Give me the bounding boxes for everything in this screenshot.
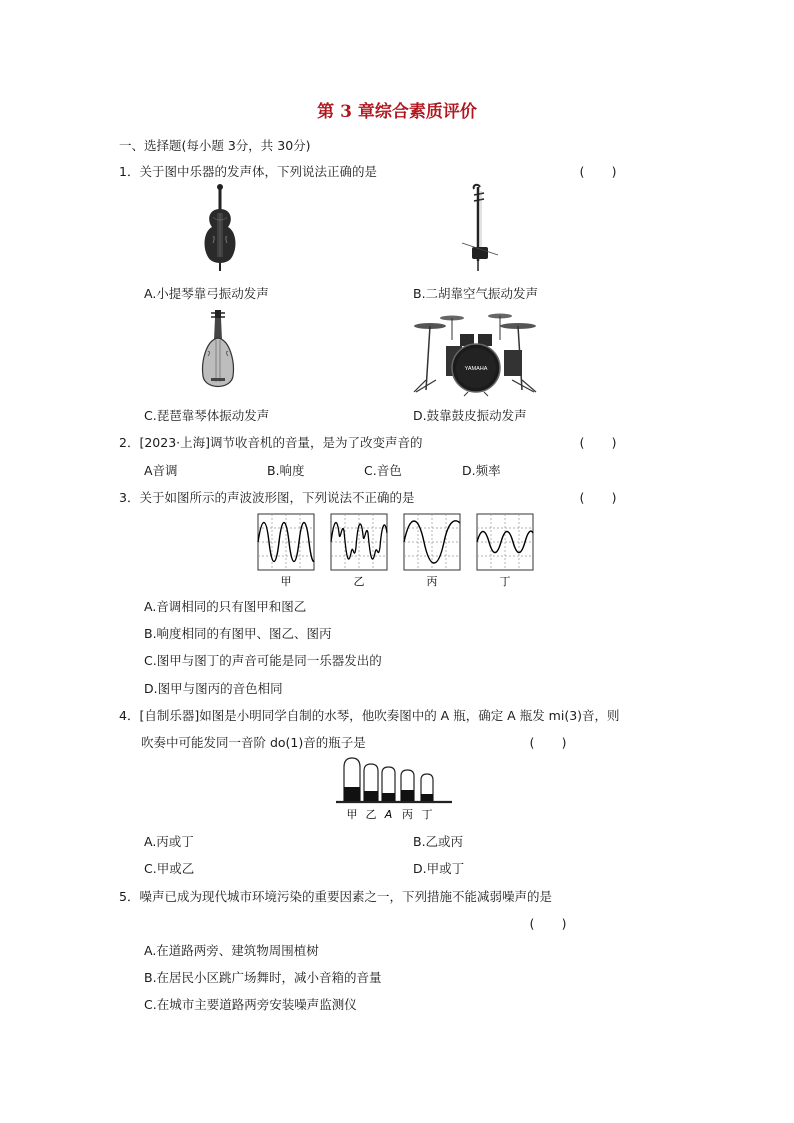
erhu-image xyxy=(460,183,504,273)
q1-stem: 1．关于图中乐器的发声体，下列说法正确的是 xyxy=(119,164,377,179)
q3-option-c: C.图甲与图丁的声音可能是同一乐器发出的 xyxy=(144,653,382,668)
q4-option-c: C.甲或乙 xyxy=(144,861,195,876)
violin-image xyxy=(198,183,242,273)
q3-stem: 3．关于如图所示的声波波形图，下列说法不正确的是 xyxy=(119,490,415,505)
waveform-label-jia: 甲 xyxy=(280,575,292,588)
drum-kit-image xyxy=(408,310,544,396)
waveform-jia xyxy=(258,514,314,588)
q4-stem-line2: 吹奏中可能发同一音阶 do(1)音的瓶子是 xyxy=(141,735,366,750)
bottle-a xyxy=(382,767,395,801)
bottle-label-a: A xyxy=(384,808,393,821)
q5-option-a: A.在道路两旁、建筑物周围植树 xyxy=(144,943,319,958)
waveform-bing xyxy=(404,514,460,588)
q4-option-d: D.甲或丁 xyxy=(413,861,465,876)
bottle-ding xyxy=(421,774,433,801)
q2-stem: 2．[2023·上海]调节收音机的音量，是为了改变声音的 xyxy=(119,435,423,450)
q1-answer-paren: ( ) xyxy=(578,164,619,179)
q2-option-b: B.响度 xyxy=(267,463,305,478)
bottle-label-jia: 甲 xyxy=(346,808,358,821)
q3-answer-paren: ( ) xyxy=(578,490,619,505)
q2-option-d: D.频率 xyxy=(462,463,501,478)
bottle-label-bing: 丙 xyxy=(402,808,413,821)
q5-option-b: B.在居民小区跳广场舞时，减小音箱的音量 xyxy=(144,970,382,985)
bottle-bing xyxy=(401,770,414,801)
waveform-ding xyxy=(477,514,533,588)
q1-option-c: C.琵琶靠琴体振动发声 xyxy=(144,408,270,423)
page-title: 第 3 章综合素质评价 xyxy=(317,102,477,122)
bottle-jia xyxy=(344,758,360,801)
waveform-label-ding: 丁 xyxy=(499,575,511,588)
q2-answer-paren: ( ) xyxy=(578,435,619,450)
waveform-label-yi: 乙 xyxy=(353,575,365,588)
q2-option-c: C.音色 xyxy=(364,463,402,478)
water-bottles-figure xyxy=(336,757,452,821)
drum-brand-text: YAMAHA xyxy=(464,366,488,372)
q4-answer-paren: ( ) xyxy=(528,735,569,750)
q3-option-a: A.音调相同的只有图甲和图乙 xyxy=(144,599,307,614)
q5-option-c: C.在城市主要道路两旁安装噪声监测仪 xyxy=(144,997,357,1012)
section-header: 一、选择题(每小题 3分，共 30分) xyxy=(119,138,311,153)
q1-option-d: D.鼓靠鼓皮振动发声 xyxy=(413,408,527,423)
q5-answer-paren: ( ) xyxy=(528,916,569,931)
q3-option-b: B.响度相同的有图甲、图乙、图丙 xyxy=(144,626,332,641)
bottle-label-ding: 丁 xyxy=(421,808,433,821)
waveform-yi xyxy=(331,514,387,588)
q2-option-a: A音调 xyxy=(144,463,178,478)
pipa-image xyxy=(198,310,238,396)
bottle-yi xyxy=(364,764,378,801)
q3-option-d: D.图甲与图丙的音色相同 xyxy=(144,681,283,696)
q1-option-b: B.二胡靠空气振动发声 xyxy=(413,286,539,301)
bottle-label-yi: 乙 xyxy=(365,808,377,821)
q1-option-a: A.小提琴靠弓振动发声 xyxy=(144,286,269,301)
waveform-label-bing: 丙 xyxy=(426,575,438,588)
q4-option-a: A.丙或丁 xyxy=(144,834,194,849)
q5-stem: 5．噪声已成为现代城市环境污染的重要因素之一，下列措施不能减弱噪声的是 xyxy=(119,889,552,904)
waveform-figure xyxy=(256,513,538,589)
q4-option-b: B.乙或丙 xyxy=(413,834,464,849)
q4-stem-line1: 4．[自制乐器]如图是小明同学自制的水琴，他吹奏图中的 A 瓶，确定 A 瓶发 mi(3)音，则 xyxy=(119,708,620,723)
